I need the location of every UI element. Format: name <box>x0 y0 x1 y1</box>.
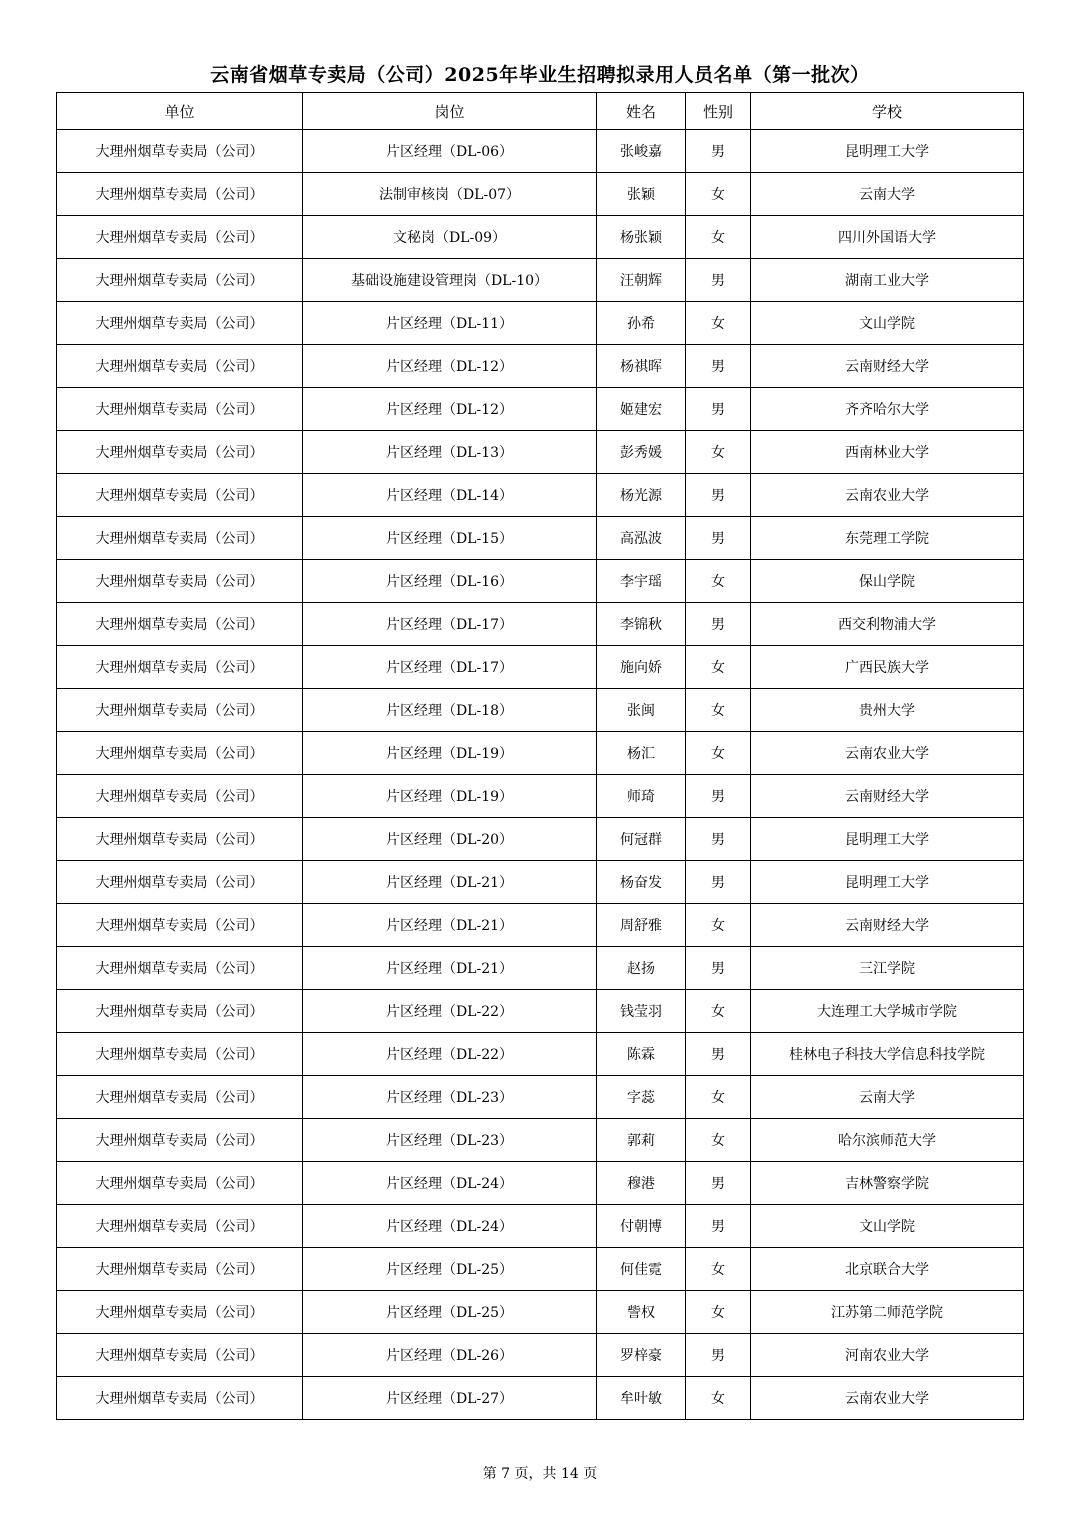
cell-position: 片区经理（DL-19） <box>303 775 597 818</box>
cell-unit: 大理州烟草专卖局（公司） <box>57 431 303 474</box>
cell-unit: 大理州烟草专卖局（公司） <box>57 474 303 517</box>
cell-gender: 女 <box>686 1248 751 1291</box>
cell-name: 李宇瑶 <box>597 560 686 603</box>
cell-gender: 男 <box>686 861 751 904</box>
cell-name: 汪朝辉 <box>597 259 686 302</box>
cell-school: 云南财经大学 <box>751 345 1024 388</box>
cell-gender: 女 <box>686 302 751 345</box>
cell-gender: 女 <box>686 1291 751 1334</box>
cell-unit: 大理州烟草专卖局（公司） <box>57 130 303 173</box>
cell-school: 哈尔滨师范大学 <box>751 1119 1024 1162</box>
cell-school: 文山学院 <box>751 302 1024 345</box>
cell-name: 高泓波 <box>597 517 686 560</box>
cell-name: 彭秀媛 <box>597 431 686 474</box>
cell-name: 字蕊 <box>597 1076 686 1119</box>
table-row <box>57 130 1024 173</box>
cell-position: 片区经理（DL-22） <box>303 1033 597 1076</box>
cell-gender: 男 <box>686 388 751 431</box>
cell-unit: 大理州烟草专卖局（公司） <box>57 1162 303 1205</box>
cell-gender: 女 <box>686 560 751 603</box>
cell-position: 片区经理（DL-17） <box>303 646 597 689</box>
cell-school: 西交利物浦大学 <box>751 603 1024 646</box>
cell-school: 保山学院 <box>751 560 1024 603</box>
cell-unit: 大理州烟草专卖局（公司） <box>57 173 303 216</box>
table-row <box>57 1377 1024 1420</box>
table-row <box>57 302 1024 345</box>
cell-gender: 女 <box>686 646 751 689</box>
cell-gender: 男 <box>686 345 751 388</box>
table-row <box>57 1291 1024 1334</box>
cell-unit: 大理州烟草专卖局（公司） <box>57 216 303 259</box>
cell-position: 片区经理（DL-12） <box>303 388 597 431</box>
table-row <box>57 1162 1024 1205</box>
column-header-school: 学校 <box>751 93 1024 130</box>
table-row <box>57 1119 1024 1162</box>
cell-position: 片区经理（DL-23） <box>303 1076 597 1119</box>
column-header-gender: 性别 <box>686 93 751 130</box>
cell-name: 杨汇 <box>597 732 686 775</box>
cell-name: 杨祺晖 <box>597 345 686 388</box>
cell-unit: 大理州烟草专卖局（公司） <box>57 259 303 302</box>
cell-position: 片区经理（DL-21） <box>303 904 597 947</box>
cell-gender: 男 <box>686 130 751 173</box>
cell-unit: 大理州烟草专卖局（公司） <box>57 732 303 775</box>
cell-gender: 女 <box>686 431 751 474</box>
cell-unit: 大理州烟草专卖局（公司） <box>57 1377 303 1420</box>
cell-gender: 男 <box>686 947 751 990</box>
table-row <box>57 216 1024 259</box>
cell-position: 片区经理（DL-27） <box>303 1377 597 1420</box>
cell-gender: 男 <box>686 1205 751 1248</box>
cell-school: 文山学院 <box>751 1205 1024 1248</box>
table-row <box>57 947 1024 990</box>
table-row <box>57 388 1024 431</box>
cell-position: 片区经理（DL-12） <box>303 345 597 388</box>
cell-name: 何佳霓 <box>597 1248 686 1291</box>
cell-position: 片区经理（DL-25） <box>303 1291 597 1334</box>
cell-gender: 男 <box>686 474 751 517</box>
cell-gender: 男 <box>686 1033 751 1076</box>
cell-unit: 大理州烟草专卖局（公司） <box>57 904 303 947</box>
cell-position: 法制审核岗（DL-07） <box>303 173 597 216</box>
cell-position: 片区经理（DL-25） <box>303 1248 597 1291</box>
cell-school: 云南财经大学 <box>751 904 1024 947</box>
cell-unit: 大理州烟草专卖局（公司） <box>57 1205 303 1248</box>
cell-name: 杨奋发 <box>597 861 686 904</box>
cell-unit: 大理州烟草专卖局（公司） <box>57 345 303 388</box>
cell-school: 云南农业大学 <box>751 1377 1024 1420</box>
cell-name: 何冠群 <box>597 818 686 861</box>
cell-unit: 大理州烟草专卖局（公司） <box>57 1291 303 1334</box>
cell-name: 张闽 <box>597 689 686 732</box>
cell-position: 片区经理（DL-23） <box>303 1119 597 1162</box>
cell-position: 片区经理（DL-22） <box>303 990 597 1033</box>
cell-unit: 大理州烟草专卖局（公司） <box>57 560 303 603</box>
cell-name: 穆港 <box>597 1162 686 1205</box>
table-row <box>57 646 1024 689</box>
cell-unit: 大理州烟草专卖局（公司） <box>57 388 303 431</box>
cell-school: 桂林电子科技大学信息科技学院 <box>751 1033 1024 1076</box>
table-row <box>57 474 1024 517</box>
cell-unit: 大理州烟草专卖局（公司） <box>57 861 303 904</box>
table-row <box>57 861 1024 904</box>
cell-gender: 男 <box>686 259 751 302</box>
cell-name: 李锦秋 <box>597 603 686 646</box>
table-row <box>57 775 1024 818</box>
cell-gender: 女 <box>686 689 751 732</box>
cell-unit: 大理州烟草专卖局（公司） <box>57 990 303 1033</box>
cell-unit: 大理州烟草专卖局（公司） <box>57 646 303 689</box>
cell-position: 文秘岗（DL-09） <box>303 216 597 259</box>
cell-school: 昆明理工大学 <box>751 861 1024 904</box>
cell-school: 云南财经大学 <box>751 775 1024 818</box>
cell-unit: 大理州烟草专卖局（公司） <box>57 818 303 861</box>
table-row <box>57 1248 1024 1291</box>
cell-position: 片区经理（DL-24） <box>303 1205 597 1248</box>
cell-name: 施向娇 <box>597 646 686 689</box>
cell-gender: 男 <box>686 1162 751 1205</box>
cell-name: 赵扬 <box>597 947 686 990</box>
table-row <box>57 990 1024 1033</box>
cell-name: 郭莉 <box>597 1119 686 1162</box>
cell-position: 片区经理（DL-19） <box>303 732 597 775</box>
cell-unit: 大理州烟草专卖局（公司） <box>57 302 303 345</box>
cell-gender: 女 <box>686 732 751 775</box>
cell-position: 片区经理（DL-24） <box>303 1162 597 1205</box>
cell-name: 周舒雅 <box>597 904 686 947</box>
cell-position: 片区经理（DL-13） <box>303 431 597 474</box>
table-row <box>57 1076 1024 1119</box>
document-title: 云南省烟草专卖局（公司）2025年毕业生招聘拟录用人员名单（第一批次） <box>210 64 870 86</box>
cell-name: 师琦 <box>597 775 686 818</box>
cell-position: 片区经理（DL-26） <box>303 1334 597 1377</box>
cell-school: 东莞理工学院 <box>751 517 1024 560</box>
cell-school: 云南大学 <box>751 1076 1024 1119</box>
cell-position: 片区经理（DL-06） <box>303 130 597 173</box>
cell-school: 大连理工大学城市学院 <box>751 990 1024 1033</box>
cell-position: 片区经理（DL-14） <box>303 474 597 517</box>
cell-school: 河南农业大学 <box>751 1334 1024 1377</box>
cell-gender: 男 <box>686 775 751 818</box>
cell-name: 付朝博 <box>597 1205 686 1248</box>
column-header-position: 岗位 <box>303 93 597 130</box>
table-row <box>57 818 1024 861</box>
cell-position: 片区经理（DL-11） <box>303 302 597 345</box>
cell-gender: 男 <box>686 517 751 560</box>
cell-name: 牟叶敏 <box>597 1377 686 1420</box>
cell-school: 江苏第二师范学院 <box>751 1291 1024 1334</box>
cell-gender: 女 <box>686 904 751 947</box>
page-number: 第 7 页，共 14 页 <box>482 1466 598 1482</box>
table-header-row <box>57 93 1024 130</box>
column-header-name: 姓名 <box>597 93 686 130</box>
cell-name: 杨光源 <box>597 474 686 517</box>
cell-unit: 大理州烟草专卖局（公司） <box>57 1248 303 1291</box>
cell-school: 四川外国语大学 <box>751 216 1024 259</box>
cell-gender: 男 <box>686 818 751 861</box>
cell-name: 孙希 <box>597 302 686 345</box>
table-row <box>57 259 1024 302</box>
cell-unit: 大理州烟草专卖局（公司） <box>57 1033 303 1076</box>
table-row <box>57 345 1024 388</box>
cell-unit: 大理州烟草专卖局（公司） <box>57 517 303 560</box>
cell-name: 姬建宏 <box>597 388 686 431</box>
table-row <box>57 173 1024 216</box>
cell-unit: 大理州烟草专卖局（公司） <box>57 1119 303 1162</box>
table-body <box>57 130 1024 1420</box>
cell-school: 云南农业大学 <box>751 474 1024 517</box>
cell-unit: 大理州烟草专卖局（公司） <box>57 775 303 818</box>
table-row <box>57 1334 1024 1377</box>
cell-gender: 男 <box>686 603 751 646</box>
column-header-unit: 单位 <box>57 93 303 130</box>
cell-name: 张峻嘉 <box>597 130 686 173</box>
cell-position: 片区经理（DL-17） <box>303 603 597 646</box>
cell-gender: 女 <box>686 216 751 259</box>
cell-name: 罗梓豪 <box>597 1334 686 1377</box>
cell-school: 云南大学 <box>751 173 1024 216</box>
cell-position: 基础设施建设管理岗（DL-10） <box>303 259 597 302</box>
cell-name: 张颖 <box>597 173 686 216</box>
cell-school: 昆明理工大学 <box>751 130 1024 173</box>
cell-position: 片区经理（DL-21） <box>303 947 597 990</box>
cell-school: 贵州大学 <box>751 689 1024 732</box>
cell-name: 陈霖 <box>597 1033 686 1076</box>
cell-school: 三江学院 <box>751 947 1024 990</box>
table-row <box>57 560 1024 603</box>
cell-position: 片区经理（DL-16） <box>303 560 597 603</box>
cell-name: 杨张颖 <box>597 216 686 259</box>
cell-school: 北京联合大学 <box>751 1248 1024 1291</box>
cell-school: 西南林业大学 <box>751 431 1024 474</box>
cell-gender: 女 <box>686 1119 751 1162</box>
cell-position: 片区经理（DL-18） <box>303 689 597 732</box>
cell-position: 片区经理（DL-21） <box>303 861 597 904</box>
cell-school: 吉林警察学院 <box>751 1162 1024 1205</box>
table-row <box>57 603 1024 646</box>
cell-gender: 女 <box>686 173 751 216</box>
cell-unit: 大理州烟草专卖局（公司） <box>57 1076 303 1119</box>
cell-school: 广西民族大学 <box>751 646 1024 689</box>
cell-unit: 大理州烟草专卖局（公司） <box>57 689 303 732</box>
cell-name: 訾权 <box>597 1291 686 1334</box>
cell-position: 片区经理（DL-20） <box>303 818 597 861</box>
cell-gender: 女 <box>686 990 751 1033</box>
cell-gender: 女 <box>686 1076 751 1119</box>
cell-name: 钱莹羽 <box>597 990 686 1033</box>
cell-school: 云南农业大学 <box>751 732 1024 775</box>
cell-unit: 大理州烟草专卖局（公司） <box>57 603 303 646</box>
recruitment-table <box>56 92 1024 1420</box>
cell-position: 片区经理（DL-15） <box>303 517 597 560</box>
cell-school: 齐齐哈尔大学 <box>751 388 1024 431</box>
table-row <box>57 904 1024 947</box>
table-row <box>57 689 1024 732</box>
table-row <box>57 517 1024 560</box>
cell-gender: 女 <box>686 1377 751 1420</box>
table-row <box>57 1205 1024 1248</box>
cell-school: 昆明理工大学 <box>751 818 1024 861</box>
table-row <box>57 1033 1024 1076</box>
cell-unit: 大理州烟草专卖局（公司） <box>57 947 303 990</box>
cell-school: 湖南工业大学 <box>751 259 1024 302</box>
cell-unit: 大理州烟草专卖局（公司） <box>57 1334 303 1377</box>
table-row <box>57 431 1024 474</box>
cell-gender: 男 <box>686 1334 751 1377</box>
table-row <box>57 732 1024 775</box>
